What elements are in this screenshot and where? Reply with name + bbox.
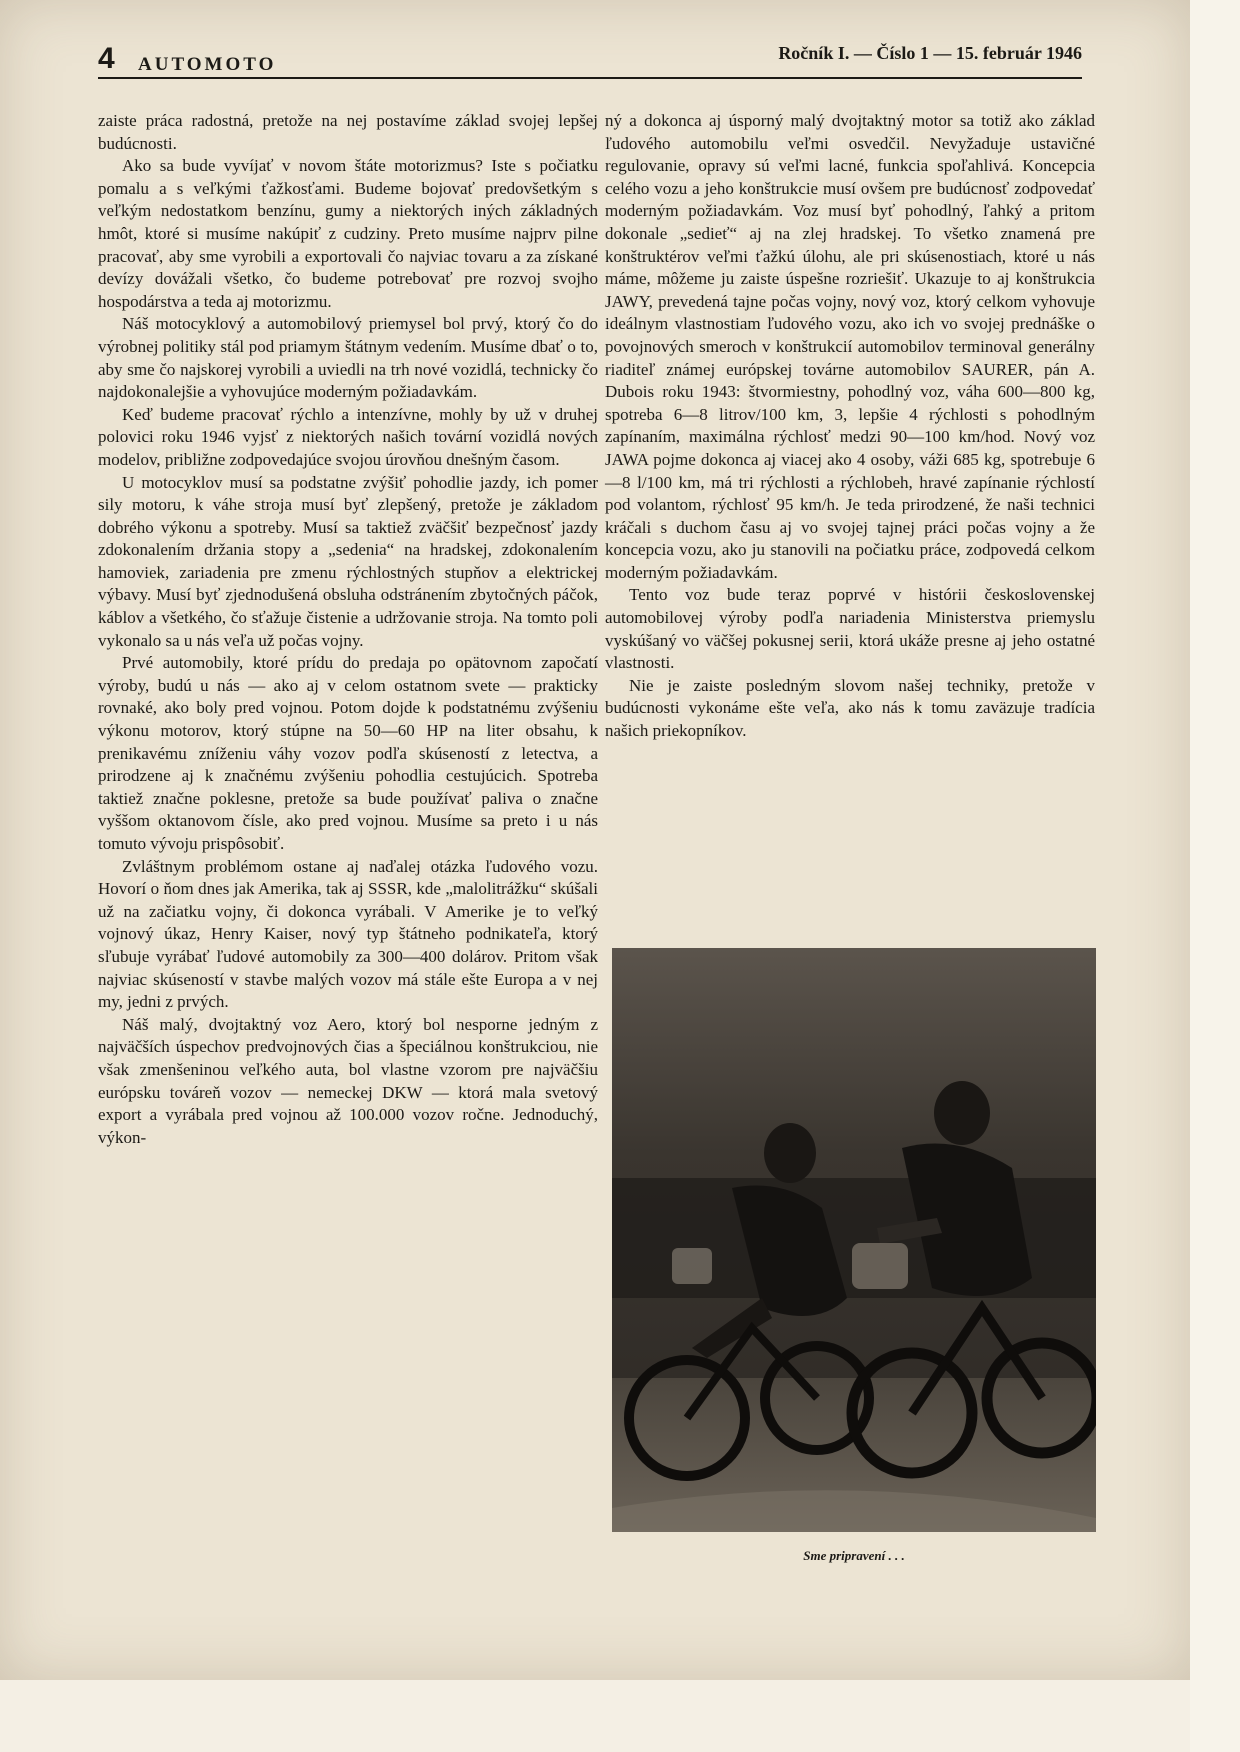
paragraph: zaiste práca radostná, pretože na nej postavíme základ svojej lepšej budúcnosti. <box>98 111 598 153</box>
paragraph: ný a dokonca aj úsporný malý dvojtaktný motor sa totiž ako základ ľudového automobilu veľmi osvedčil. Nevyžaduje ustavičné regulovanie, opravy sú veľmi lacné, funkcia spoľahlivá. Koncepcia celého vozu a jeho konštrukcie musí ovšem pre budúcnosť zodpovedať moderným požiadavkám. Voz musí byť pohodlný, ľahký a pritom dokonale „sedieť“ aj na zlej hradskej. To všetko znamená pre konštruktérov veľmi ťažkú úlohu, ale pri skúsenostiach, ktoré u nás máme, môžeme ju zaiste úspešne rozriešiť. Ukazuje to aj konštrukcia JAWY, prevedená tajne počas vojny, nový voz, ktorý celkom vyhovuje ideálnym vlastnostiam ľudového vozu, ako ich vo svojej prednáške o povojnových smeroch v konštrukcií automobilov terminoval generálny riaditeľ známej európskej továrne automobilov SAURER, pán A. Dubois roku 1943: štvormiestny, pohodlný voz, váha 600—800 kg, spotreba 6—8 litrov/100 km, 3, lepšie 4 rýchlosti s pohodlným zapínaním, maximálna rýchlosť medzi 90—100 km/hod. Nový voz JAWA pojme dokonca aj viacej ako 4 osoby, váži 685 kg, spotrebuje 6—8 l/100 km, má tri rýchlosti a rýchlobeh, hravé zapínanie rýchlostí pod volantom, rýchlosť 95 km/h. Je teda prirodzené, že naši technici kráčali s duchom času aj vo svojej tajnej práci počas vojny a že koncepcia vozu, ako ju stanovili na počiatku práce, zodpovedá celkom moderným požiadavkám. <box>605 111 1095 582</box>
header-rule <box>98 77 1082 79</box>
paragraph: Tento voz bude teraz poprvé v histórii československej automobilovej výroby podľa nariadenia Ministerstva priemyslu vyskúšaný vo väčšej pokusnej serii, ktorá ukáže presne aj jeho ostatné vlastnosti. <box>605 585 1095 673</box>
article-column-right <box>605 110 1095 743</box>
paragraph: U motocyklov musí sa podstatne zvýšiť pohodlie jazdy, ich pomer sily motoru, k váhe stroja musí byť zlepšený, pretože je základom dobrého výkonu a spotreby. Musí sa taktiež zväčšiť bezpečnosť jazdy zdokonalením držania stopy a „sedenia“ na hradskej, zdokonalením hamoviek, zariadenia pre zmenu rýchlostných stupňov a elektrickej výbavy. Musí byť zjednodušená obsluha odstránením zbytočných páčok, káblov a všetkého, čo sťažuje čistenie a udržovanie stroja. Na tomto poli vykonalo sa u nás veľa už počas vojny. <box>98 472 598 650</box>
motorcycle-racers-photo <box>612 948 1096 1532</box>
paragraph: Ako sa bude vyvíjať v novom štáte motorizmus? Iste s počiatku pomalu a s veľkými ťažkosťami. Budeme bojovať predovšetkým s veľkým nedostatkom benzínu, gumy a niektorých iných základných hmôt, ktoré si musíme nakúpiť z cudziny. Preto musíme najprv pilne pracovať, aby sme vyrobili a exportovali čo najviac tovaru a za získané devízy dovážali všetko, čo budeme potrebovať pre rozvoj svojho hospodárstva a teda aj motorizmu. <box>98 156 598 311</box>
paper-bottom-margin <box>0 1680 1190 1752</box>
issue-info: Ročník I. — Číslo 1 — 15. február 1946 <box>778 43 1082 63</box>
article-column-left <box>98 110 598 1149</box>
paragraph: Keď budeme pracovať rýchlo a intenzívne, mohly by už v druhej polovici roku 1946 vyjsť z niektorých našich tovární vozidlá nových modelov, približne zodpovedajúce svojou úrovňou dnešným časom. <box>98 404 598 469</box>
paragraph: Nie je zaiste posledným slovom našej techniky, pretože v budúcnosti vykonáme ešte veľa, ako nás k tomu zaväzuje tradícia našich priekopníkov. <box>605 675 1095 741</box>
paper-edge <box>1190 0 1240 1752</box>
paragraph: Náš motocyklový a automobilový priemysel bol prvý, ktorý čo do výrobnej politiky stál pod priamym štátnym vedením. Musíme dbať o to, aby sme čo najskorej vyrobili a uviedli na trh nové vozidlá, technicky čo najdokonalejšie a vyhovujúce moderným požiadavkám. <box>98 314 598 402</box>
paragraph: Náš malý, dvojtaktný voz Aero, ktorý bol nesporne jedným z najväčších úspechov predvojnových čias a špeciálnou konštrukciou, nie však zmenšeninou veľkého auta, bol vlastne vzorom pre najväčšiu európsku továreň vozov — nemeckej DKW — ktorá mala svetový export a vyrábala pred vojnou až 100.000 vozov ročne. Jednoduchý, výkon- <box>98 1014 598 1147</box>
paragraph: Prvé automobily, ktoré prídu do predaja po opätovnom započatí výroby, budú u nás — ako aj v celom ostatnom svete — prakticky rovnaké, ako boly pred vojnou. Potom dojde k podstatnému zvýšeniu výkonu motorov, ktorý stúpne na 50—60 HP na liter obsahu, k prenikavému zníženiu váhy vozov podľa skúseností z letectva, a prirodzene aj k značnému zvýšeniu pohodlia cestujúcich. Spotreba taktiež značne poklesne, pretože sa bude používať paliva o značne vyššom oktanovom čísle, ako pred vojnou. Musíme sa preto i u nás tomuto vývoju prispôsobiť. <box>98 653 598 853</box>
page-number: 4 <box>98 42 115 75</box>
section-title: AUTOMOTO <box>138 54 277 75</box>
photo-illustration <box>612 948 1096 1532</box>
paragraph: Zvláštnym problémom ostane aj naďalej otázka ľudového vozu. Hovorí o ňom dnes jak Amerika, tak aj SSSR, kde „malolitrážku“ skúšali už na začiatku vojny, či dokonca vyrábali. V Amerike je to veľký vojnový úkaz, Henry Kaiser, nový typ štátneho podnikateľa, ktorý sľubuje vyrábať ľudové automobily za 300—400 dolárov. Pritom však najviac skúseností v stavbe malých vozov má stále ešte Europa a v nej my, jedni z prvých. <box>98 856 598 1012</box>
photo-caption: Sme pripravení . . . <box>803 1548 905 1563</box>
